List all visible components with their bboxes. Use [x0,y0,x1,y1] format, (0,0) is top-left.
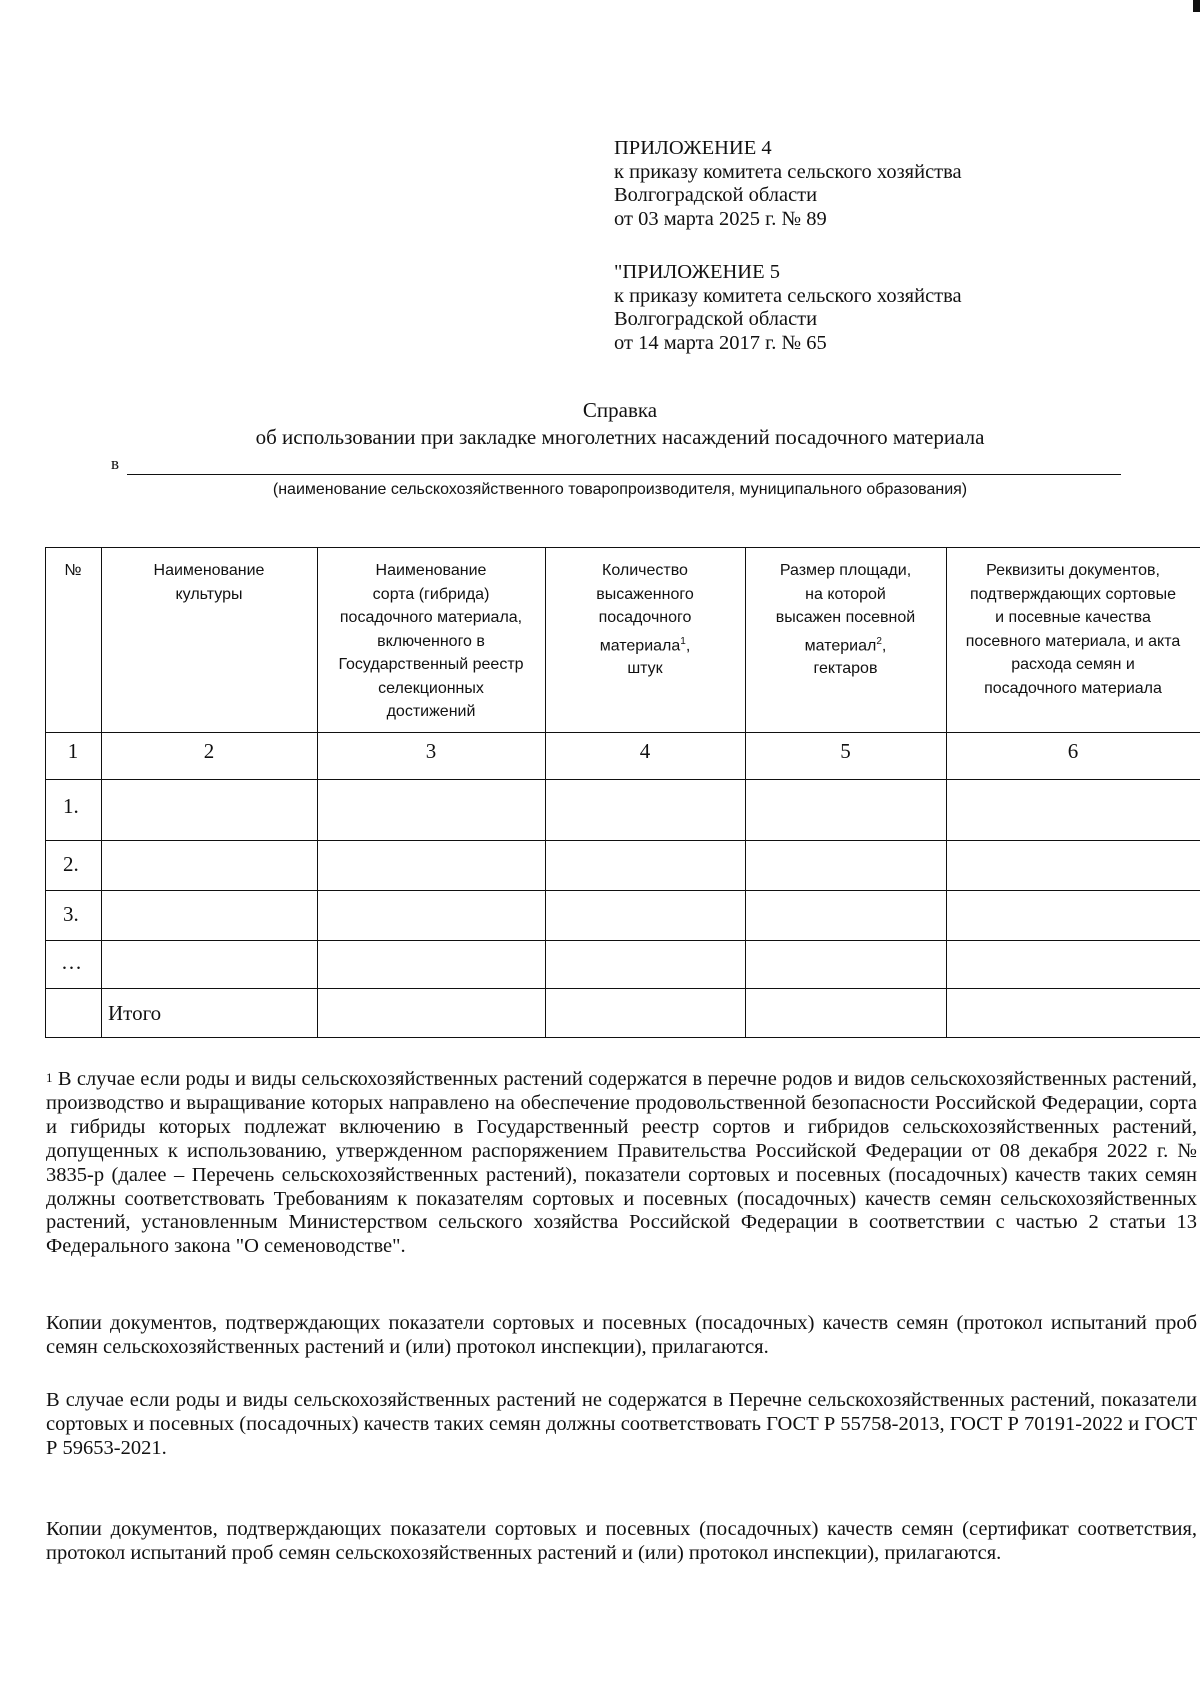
header-quantity-footnote-mark: 1 [680,635,686,647]
appendix-5-line-1: к приказу комитета сельского хозяйства [614,284,962,307]
footnote-1-mark: 1 [46,1070,53,1085]
organization-fill-line [127,474,1121,475]
total-row-label: Итого [108,1001,162,1025]
appendix-5-line-2: Волгоградской области [614,308,818,330]
scan-edge-mark [1193,0,1200,12]
table-row-label: 2. [63,852,79,876]
footnote-4-paragraph: Копии документов, подтверждающих показатели сортовых и посевных (посадочных) качеств семян (сертификат соответствия, протокол испытаний проб семян сельскохозяйственных растений и (или) протокол инспекции), прилагаются. [46,1518,1197,1564]
table-border [45,940,1200,941]
column-number-1: 1 [67,739,79,763]
footnote-1-text: В случае если роды и виды сельскохозяйственных растений содержатся в перечне родов и видов сельскохозяйственных растений, производство и выращивание которых направлено на обеспечение продовольственной безопасности Российской Федерации, сорта и гибриды которых подлежат включению в Государственный реестр сортов и гибридов сельскохозяйственных растений, допущенных к использованию, утвержденном распоряжением Правительства Российской Федерации от 08 декабря 2022 г. № 3835-р (далее – Перечень сельскохозяйственных растений), показатели сортовых и посевных (посадочных) качеств таких семян должны соответствовать Требованиям к показателям сортовых и посевных (посадочных) качеств семян сельскохозяйственных растений, установленным Министерством сельского хозяйства Российской Федерации в соответствии с частью 2 статьи 13 Федерального закона "О семеноводстве". [46,1068,1197,1258]
header-area-footnote-mark: 2 [876,635,882,647]
table-border [45,1037,1200,1038]
table-border [45,779,1200,780]
table-row-label: 1. [63,794,79,818]
table-row-label: 3. [63,902,79,926]
table-border [45,547,1200,548]
column-number-3: 3 [425,739,437,763]
appendix-5-title: "ПРИЛОЖЕНИЕ 5 [614,261,780,283]
document-subtitle: об использовании при закладке многолетних насаждений посадочного материала [255,425,985,449]
header-quantity-unit: , штук [627,636,691,678]
header-quantity [545,559,745,681]
column-number-2: 2 [203,739,215,763]
table-border [45,840,1200,841]
appendix-4-title: ПРИЛОЖЕНИЕ 4 [614,137,772,159]
header-area-text: Размер площади, на которой высажен посевной материал [775,562,916,654]
column-number-5: 5 [840,739,851,763]
header-number: № [64,562,82,579]
header-area [745,559,946,681]
table-border [45,732,1200,733]
appendix-4-line-1: к приказу комитета сельского хозяйства [614,160,962,183]
header-crop-name: Наименование культуры [153,562,265,603]
appendix-4-line-2: Волгоградской области [614,184,818,206]
footnote-3-paragraph: В случае если роды и виды сельскохозяйственных растений не содержатся в Перечне сельскохозяйственных растений, показатели сортовых и посевных (посадочных) качеств таких семян должны соответствовать ГОСТ Р 55758-2013, ГОСТ Р 70191-2022 и ГОСТ Р 59653-2021. [46,1389,1197,1459]
table-row-label: … [61,950,82,974]
appendix-5-line-3: от 14 марта 2017 г. № 65 [614,331,827,354]
footnote-2-paragraph: Копии документов, подтверждающих показатели сортовых и посевных (посадочных) качеств семян (протокол испытаний проб семян сельскохозяйственных растений и (или) протокол инспекции), прилагаются. [46,1312,1197,1358]
header-documents: Реквизиты документов, подтверждающих сортовые и посевные качества посевного материала, и акта расхода семян и посадочного материала [965,562,1181,697]
document-title: Справка [582,398,658,422]
footnote-1-paragraph [46,1068,1197,1259]
planting-material-table [45,547,1200,1038]
header-variety-name: Наименование сорта (гибрида) посадочного материала, включенного в Государственный реестр селекционных достижений [338,562,524,720]
table-border [45,547,46,1038]
appendix-4-heading [614,137,962,231]
header-quantity-text: Количество высаженного посадочного материала [596,562,694,654]
appendix-5-heading [614,261,962,355]
appendix-4-line-3: от 03 марта 2025 г. № 89 [614,207,827,230]
table-border [45,890,1200,891]
column-number-4: 4 [639,739,651,763]
column-number-6: 6 [1067,739,1079,763]
header-area-unit: , гектаров [813,636,887,678]
table-border [101,547,102,1038]
organization-caption: (наименование сельскохозяйственного товаропроизводителя, муниципального образования) [272,481,968,498]
organization-prefix: в [111,454,120,473]
table-border [45,988,1200,989]
